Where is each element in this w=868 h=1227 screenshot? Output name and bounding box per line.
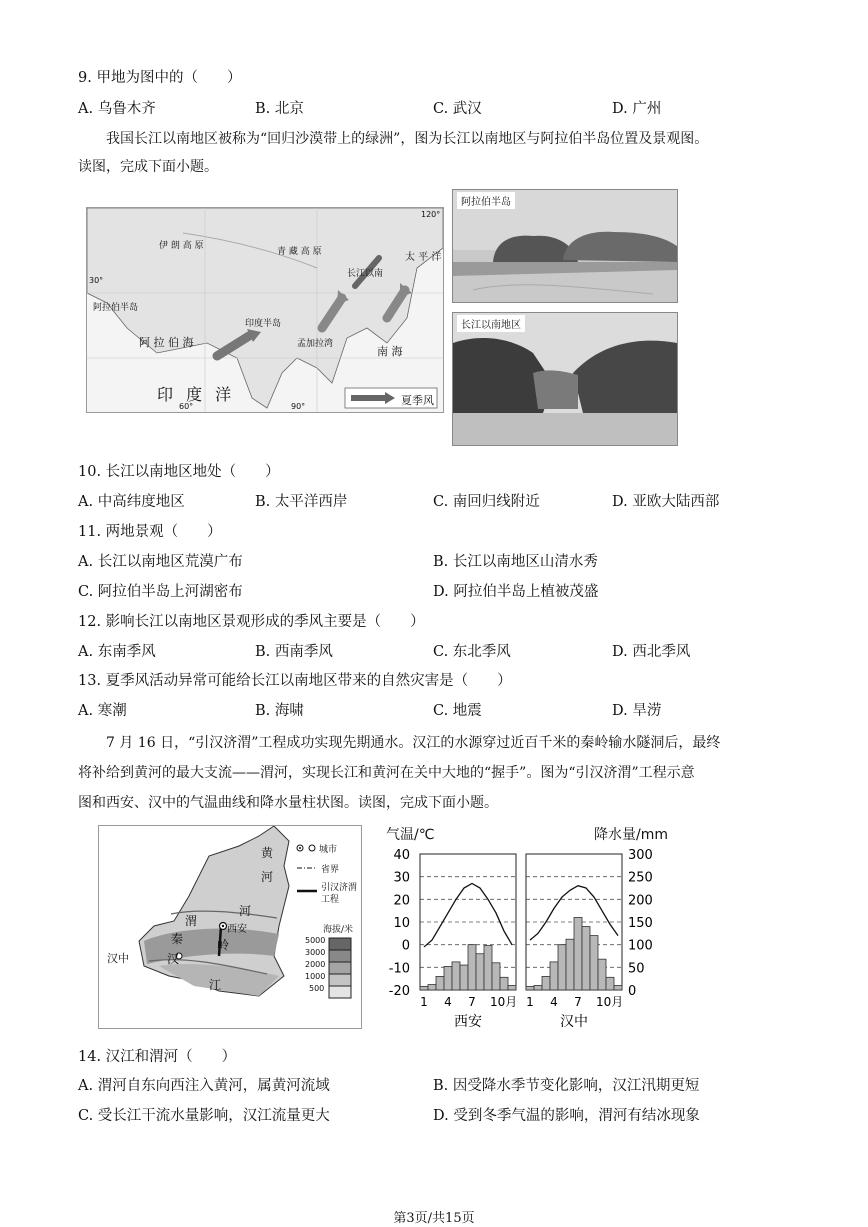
x-tick-label: 4 [444,995,452,1009]
left-tick-label: -10 [388,961,410,977]
q10-option-d[interactable]: D. 亚欧大陆西部 [612,494,720,510]
left-tick-label: 0 [401,938,410,954]
qinling-ling: 岭 [217,938,230,952]
qinling-qin: 秦 [171,932,184,946]
elev-500: 500 [309,984,325,993]
x-tick-label: 10月 [490,995,518,1009]
x-tick-label: 1 [526,995,534,1009]
arabian-peninsula-photo [452,189,678,303]
pacific-label: 太 平 洋 [405,252,442,263]
iran-plateau-label: 伊 朗 高 原 [159,241,204,251]
lon-120-label: 120° [421,210,441,219]
precip-bar [492,963,500,990]
legend-city: 城市 [319,845,338,855]
chart-title: 西安 [454,1014,482,1030]
elev-5000: 5000 [305,936,326,945]
xian-label: 西安 [227,924,247,935]
precip-bar [476,954,484,990]
yangtze-photo-label: 长江以南地区 [457,315,525,332]
q12-option-a[interactable]: A. 东南季风 [78,644,156,660]
intro-1-line2: 读图，完成下面小题。 [78,159,218,175]
q12-option-b[interactable]: B. 西南季风 [255,644,333,660]
precip-bar [468,945,476,990]
yellow-river-huang: 黄 [261,846,274,860]
precip-bar [444,966,452,990]
left-tick-label: 30 [393,870,410,886]
indian-ocean-label: 印 度 洋 [157,385,236,404]
elev-1000: 1000 [305,972,326,981]
right-tick-label: 250 [628,870,653,886]
precip-bar [614,985,622,990]
q10-option-b[interactable]: B. 太平洋西岸 [255,494,348,510]
intro-2-line3: 图和西安、汉中的气温曲线和降水量柱状图。读图，完成下面小题。 [78,795,498,811]
wei-river-wei: 渭 [185,914,198,928]
precip-bar [508,985,516,990]
right-tick-label: 300 [628,848,653,863]
q14-option-d[interactable]: D. 受到冬季气温的影响，渭河有结冰现象 [433,1108,700,1124]
precip-bar [598,959,606,990]
q11-option-c[interactable]: C. 阿拉伯半岛上河湖密布 [78,584,243,600]
chart-title: 汉中 [560,1014,588,1030]
q11-option-b[interactable]: B. 长江以南地区山清水秀 [433,554,598,570]
bay-bengal-label: 孟加拉湾 [297,339,334,349]
lat-30-label: 30° [89,276,104,285]
precip-bar [460,965,468,990]
legend-elevation-title: 海拔/米 [323,925,354,935]
precip-bar [484,946,492,990]
climate-chart-svg [380,848,680,1048]
q13-option-a[interactable]: A. 寒潮 [78,703,127,719]
right-tick-label: 150 [628,916,653,931]
precip-bar [452,962,460,990]
climate-charts [380,820,680,1056]
left-tick-label: -20 [388,984,410,999]
precip-bar [582,927,590,990]
legend-border: 省界 [321,865,340,875]
precip-bar [590,936,598,990]
precip-bar [420,986,428,990]
han-river-han: 汉 [167,952,180,966]
question-10-stem: 10. 长江以南地区地处（ ） [78,464,280,480]
intro-2-line1: 7 月 16 日，“引汉济渭”工程成功实现先期通水。汉江的水源穿过近百千米的秦岭输水隧洞后，最终 [106,735,721,751]
yangtze-south-label: 长江以南 [347,269,384,279]
question-14-stem: 14. 汉江和渭河（ ） [78,1049,237,1065]
q13-option-c[interactable]: C. 地震 [433,703,482,719]
q14-option-c[interactable]: C. 受长江干流水量影响，汉江流量更大 [78,1108,330,1124]
q9-option-d[interactable]: D. 广州 [612,101,662,117]
left-tick-label: 40 [393,848,410,863]
q13-option-b[interactable]: B. 海啸 [255,703,304,719]
q11-option-d[interactable]: D. 阿拉伯半岛上植被茂盛 [433,584,599,600]
precip-bar [428,985,436,990]
q10-option-a[interactable]: A. 中高纬度地区 [78,494,185,510]
india-label: 印度半岛 [245,319,282,329]
question-11-stem: 11. 两地景观（ ） [78,524,222,540]
elev-3000: 3000 [305,948,326,957]
right-tick-label: 100 [628,938,653,954]
precip-bar [558,945,566,990]
left-tick-label: 20 [393,893,410,909]
legend-summer-monsoon: 夏季风 [401,394,434,407]
right-axis-title: 降水量/mm [594,827,668,843]
page-footer: 第3页/共15页 [393,1211,475,1226]
han-river-jiang: 江 [209,978,222,992]
q14-option-a[interactable]: A. 渭河自东向西注入黄河，属黄河流域 [78,1078,330,1094]
question-12-stem: 12. 影响长江以南地区景观形成的季风主要是（ ） [78,614,425,630]
q9-option-a[interactable]: A. 乌鲁木齐 [78,101,156,117]
x-tick-label: 10月 [596,995,624,1009]
intro-1-line1: 我国长江以南地区被称为“回归沙漠带上的绿洲”，图为长江以南地区与阿拉伯半岛位置及景观图。 [106,131,709,147]
precip-bar [436,976,444,990]
left-tick-label: 10 [393,916,410,931]
intro-2-line2: 将补给到黄河的最大支流——渭河，实现长江和黄河在关中大地的“握手”。图为“引汉济渭”工程示意 [78,765,695,781]
precip-bar [550,962,558,990]
hanzhong-label: 汉中 [107,952,129,965]
asia-monsoon-map [86,207,444,413]
precip-bar [500,977,508,990]
elev-2000: 2000 [305,960,326,969]
precip-bar [526,986,534,990]
yinhan-jiwei-map [98,825,362,1029]
q12-option-d[interactable]: D. 西北季风 [612,644,691,660]
legend-project: 引汉济渭工程 [321,883,358,905]
qinghai-tibet-label: 青 藏 高 原 [277,247,322,257]
precip-bar [534,985,542,990]
right-tick-label: 0 [628,984,637,999]
left-axis-title: 气温/℃ [386,827,435,843]
q10-option-c[interactable]: C. 南回归线附近 [433,494,540,510]
right-tick-label: 200 [628,893,653,909]
q11-option-a[interactable]: A. 长江以南地区荒漠广布 [78,554,243,570]
x-tick-label: 1 [420,995,428,1009]
right-tick-label: 50 [628,961,645,977]
south-china-sea-label: 南 海 [377,345,403,358]
question-9-stem: 9. 甲地为图中的（ ） [78,70,242,86]
x-tick-label: 4 [550,995,558,1009]
yellow-river-he: 河 [261,870,274,884]
precip-bar [574,917,582,990]
x-tick-label: 7 [468,995,476,1009]
q13-option-d[interactable]: D. 旱涝 [612,703,662,719]
lon-90-label: 90° [291,402,306,411]
arabian-sea-label: 阿 拉 伯 海 [139,336,194,349]
q14-option-b[interactable]: B. 因受降水季节变化影响，汉江汛期更短 [433,1078,700,1094]
wei-river-he: 河 [239,904,252,918]
precip-bar [542,976,550,990]
temperature-line [424,883,512,946]
lon-60-label: 60° [179,402,194,411]
precip-bar [606,977,614,990]
arabian-photo-label: 阿拉伯半岛 [457,192,515,209]
yangtze-south-photo [452,312,678,446]
precip-bar [566,939,574,990]
x-tick-label: 7 [574,995,582,1009]
question-13-stem: 13. 夏季风活动异常可能给长江以南地区带来的自然灾害是（ ） [78,673,512,689]
arabian-peninsula-label: 阿拉伯半岛 [93,303,139,313]
q9-option-c[interactable]: C. 武汉 [433,101,482,117]
q12-option-c[interactable]: C. 东北季风 [433,644,511,660]
q9-option-b[interactable]: B. 北京 [255,101,304,117]
